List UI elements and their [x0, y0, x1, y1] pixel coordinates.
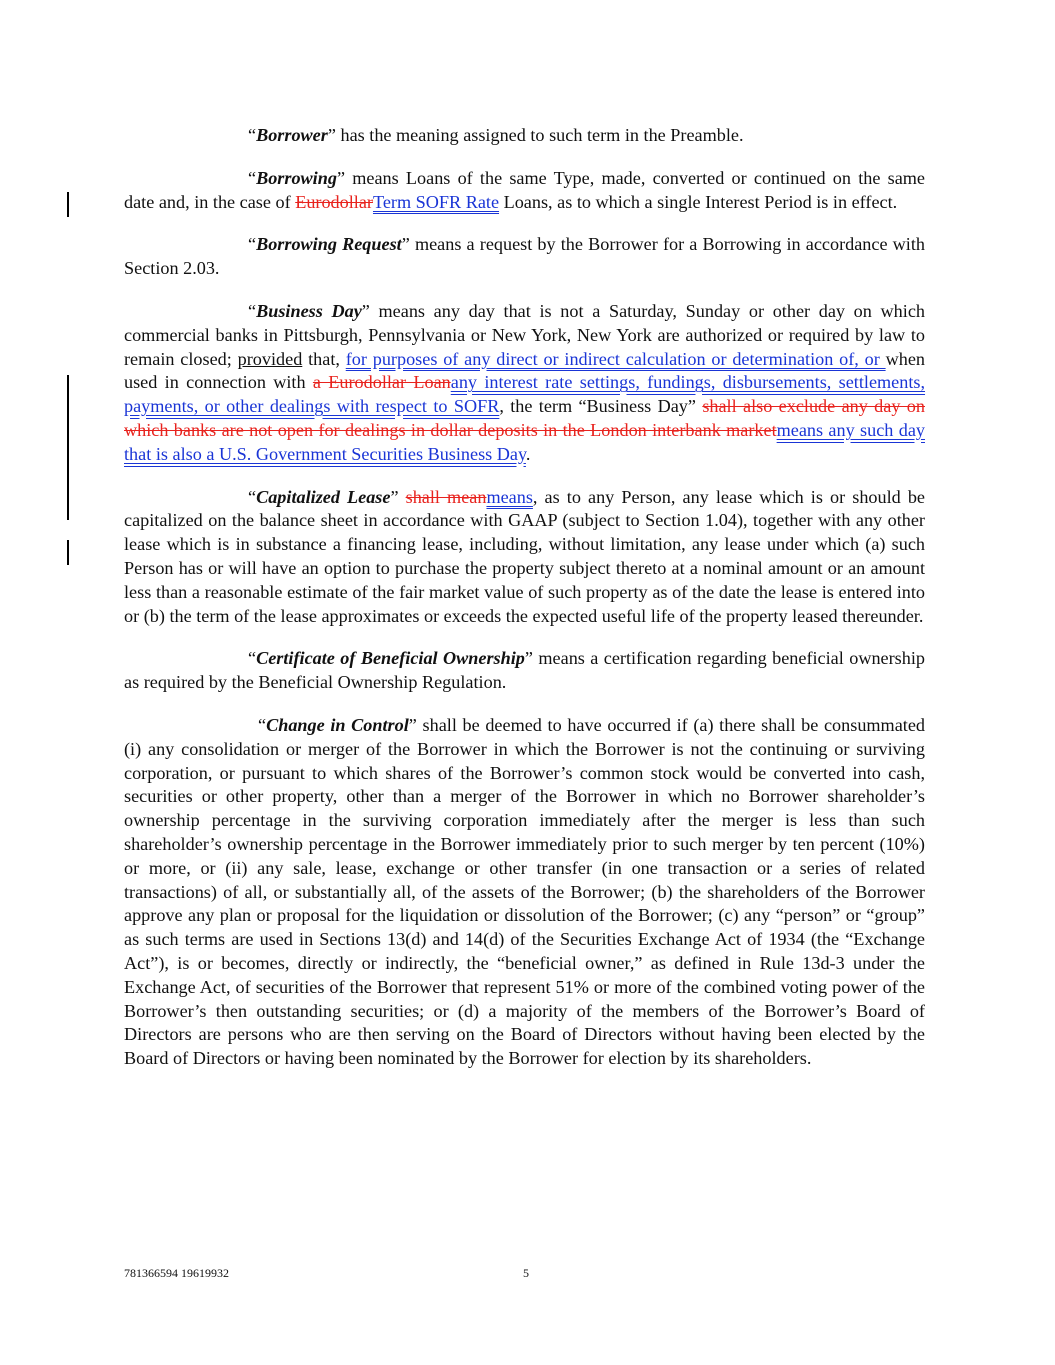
- term-capitalized-lease: Capitalized Lease: [256, 486, 391, 507]
- footer-document-id: 781366594 19619932: [124, 1266, 229, 1280]
- change-bar: [67, 192, 69, 217]
- term-borrowing-request: Borrowing Request: [256, 234, 402, 255]
- document-body: [124, 124, 925, 1090]
- definition-text: means Loans of the same Type, made, converted or continued on the same date and, in the case of: [124, 167, 925, 212]
- definition-text: Loans, as to which a single Interest Period is in effect.: [499, 191, 898, 212]
- inserted-text: means any such day that is also a U.S. Government Securities Business Day: [124, 419, 925, 464]
- term-business-day: Business Day: [256, 300, 362, 321]
- term-borrower: Borrower: [256, 125, 328, 145]
- term-certificate-beneficial-ownership: Certificate of Beneficial Ownership: [256, 648, 525, 669]
- deleted-text: Eurodollar: [295, 191, 373, 212]
- change-bar: [67, 540, 69, 565]
- inserted-text: Term SOFR Rate: [372, 191, 500, 212]
- footer-page-number: 5: [523, 1266, 529, 1280]
- definition-borrowing-request: “Borrowing Request” means a request by the Borrower for a Borrowing in accordance with Section 2.03.: [124, 234, 926, 279]
- definition-text: .: [525, 443, 531, 464]
- deleted-text: a Eurodollar Loan: [312, 372, 451, 393]
- definition-capitalized-lease: “Capitalized Lease” shall meanmeans, as to any Person, any lease which is or should be capitalized on the balance sheet in accordance with GAAP (subject to Section 1.04), together with any other lease which is in substance a financing lease, including, without limitation, any lease under which (a) such Person has or will have an option to purchase the property subject thereto at a nominal amount or an amount less than a reasonable estimate of the fair market value of such property as of the date the lease is entered into or (b) the term of the lease approximates or exceeds the expected useful life of the property leased thereunder.: [124, 486, 925, 626]
- inserted-text: for purposes of any direct or indirect calculation or determination of, or: [345, 348, 886, 369]
- provided-text: provided: [237, 348, 303, 369]
- deleted-text: shall mean: [405, 486, 487, 507]
- inserted-text: means: [486, 486, 533, 507]
- definition-text: means a request by the Borrower for a Borrowing in accordance with Section 2.03.: [124, 234, 926, 279]
- definition-text: that,: [302, 348, 346, 369]
- definition-certificate-beneficial-ownership: “Certificate of Beneficial Ownership” means a certification regarding beneficial ownership as required by the Beneficial Ownership Regulation.: [124, 648, 925, 693]
- definition-borrower: “Borrower” has the meaning assigned to such term in the Preamble.: [248, 125, 744, 145]
- definition-text: means a certification regarding beneficial ownership as required by the Beneficial Ownership Regulation.: [124, 648, 925, 693]
- definition-text: has the meaning assigned to such term in the Preamble.: [335, 125, 744, 145]
- deleted-text: shall also exclude any day on which banks are not open for dealings in dollar deposits in the London interbank market: [124, 396, 925, 440]
- definition-text: means any day that is not a Saturday, Sunday or other day on which commercial banks in Pittsburgh, Pennsylvania or New York, New York are authorized or required by law to remain closed;: [124, 300, 925, 369]
- definition-text: , the term “Business Day”: [499, 396, 703, 417]
- inserted-text: any interest rate settings, fundings, disbursements, settlements, payments, or other dealings with respect to SOFR: [124, 372, 926, 417]
- definition-text: when used in connection with: [124, 348, 925, 393]
- definition-borrowing: “Borrowing” means Loans of the same Type, made, converted or continued on the same date and, in the case of EurodollarTerm SOFR Rate Loans, as to which a single Interest Period is in effect.: [124, 167, 925, 212]
- definition-change-in-control: “Change in Control” shall be deemed to have occurred if (a) there shall be consummated (i) any consolidation or merger of the Borrower in which the Borrower is not the continuing or surviving corporation, or pursuant to which shares of the Borrower’s common stock would be converted into cash, securities or other property, other than a merger of the Borrower in which no Borrower shareholder’s ownership percentage in the surviving corporation immediately after the merger is less than such shareholder’s ownership percentage in the Borrower immediately prior to such merger by ten percent (10%) or more, or (ii) any sale, lease, exchange or other transfer (in one transaction or a series of related transactions) of all, or substantially all, of the assets of the Borrower; (b) the shareholders of the Borrower approve any plan or proposal for the liquidation or dissolution of the Borrower; (c) any “person” or “group” as such terms are used in Sections 13(d) and 14(d) of the Securities Exchange Act of 1934 (the “Exchange Act”), is or becomes, directly or indirectly, the “beneficial owner,” as defined in Rule 13d-3 under the Exchange Act, of securities of the Borrower that represent 51% or more of the combined voting power of the Borrower’s then outstanding securities; or (d) a majority of the members of the Borrower’s Board of Directors are persons who are then serving on the Board of Directors without having been elected by the Board of Directors or having been nominated by the Borrower for election by its shareholders.: [124, 714, 925, 1069]
- change-bar: [67, 375, 69, 520]
- term-borrowing: Borrowing: [256, 167, 337, 188]
- definition-business-day: “Business Day” means any day that is not a Saturday, Sunday or other day on which commercial banks in Pittsburgh, Pennsylvania or New York, New York are authorized or required by law to remain closed; provided that, for purposes of any direct or indirect calculation or determination of, or when used in connection with a Eurodollar Loanany interest rate settings, fundings, disbursements, settlements, payments, or other dealings with respect to SOFR, the term “Business Day” shall also exclude any day on which banks are not open for dealings in dollar deposits in the London interbank marketmeans any such day that is also a U.S. Government Securities Business Day.: [124, 300, 926, 464]
- definition-text: , as to any Person, any lease which is or should be capitalized on the balance sheet in accordance with GAAP (subject to Section 1.04), together with any other lease which is in substance a financing lease, including, without limitation, any lease under which (a) such Person has or will have an option to purchase the property subject thereto at a nominal amount or an amount less than a reasonable estimate of the fair market value of such property as of the date the lease is entered into or (b) the term of the lease approximates or exceeds the expected useful life of the property leased thereunder.: [124, 486, 925, 626]
- definition-text: shall be deemed to have occurred if (a) there shall be consummated (i) any consolidation or merger of the Borrower in which the Borrower is not the continuing or surviving corporation, or pursuant to which shares of the Borrower’s common stock would be converted into cash, securities or other property, other than a merger of the Borrower in which no Borrower shareholder’s ownership percentage in the surviving corporation immediately after the merger is less than such shareholder’s ownership percentage in the Borrower immediately prior to such merger by ten percent (10%) or more, or (ii) any sale, lease, exchange or other transfer (in one transaction or a series of related transactions) of all, or substantially all, of the assets of the Borrower; (b) the shareholders of the Borrower approve any plan or proposal for the liquidation or dissolution of the Borrower; (c) any “person” or “group” as such terms are used in Sections 13(d) and 14(d) of the Securities Exchange Act of 1934 (the “Exchange Act”), is or becomes, directly or indirectly, the “beneficial owner,” as defined in Rule 13d-3 under the Exchange Act, of securities of the Borrower that represent 51% or more of the combined voting power of the Borrower’s then outstanding securities; or (d) a majority of the members of the Borrower’s Board of Directors are persons who are then serving on the Board of Directors without having been elected by the Board of Directors or having been nominated by the Borrower for election by its shareholders.: [124, 714, 925, 1069]
- term-change-in-control: Change in Control: [266, 714, 409, 735]
